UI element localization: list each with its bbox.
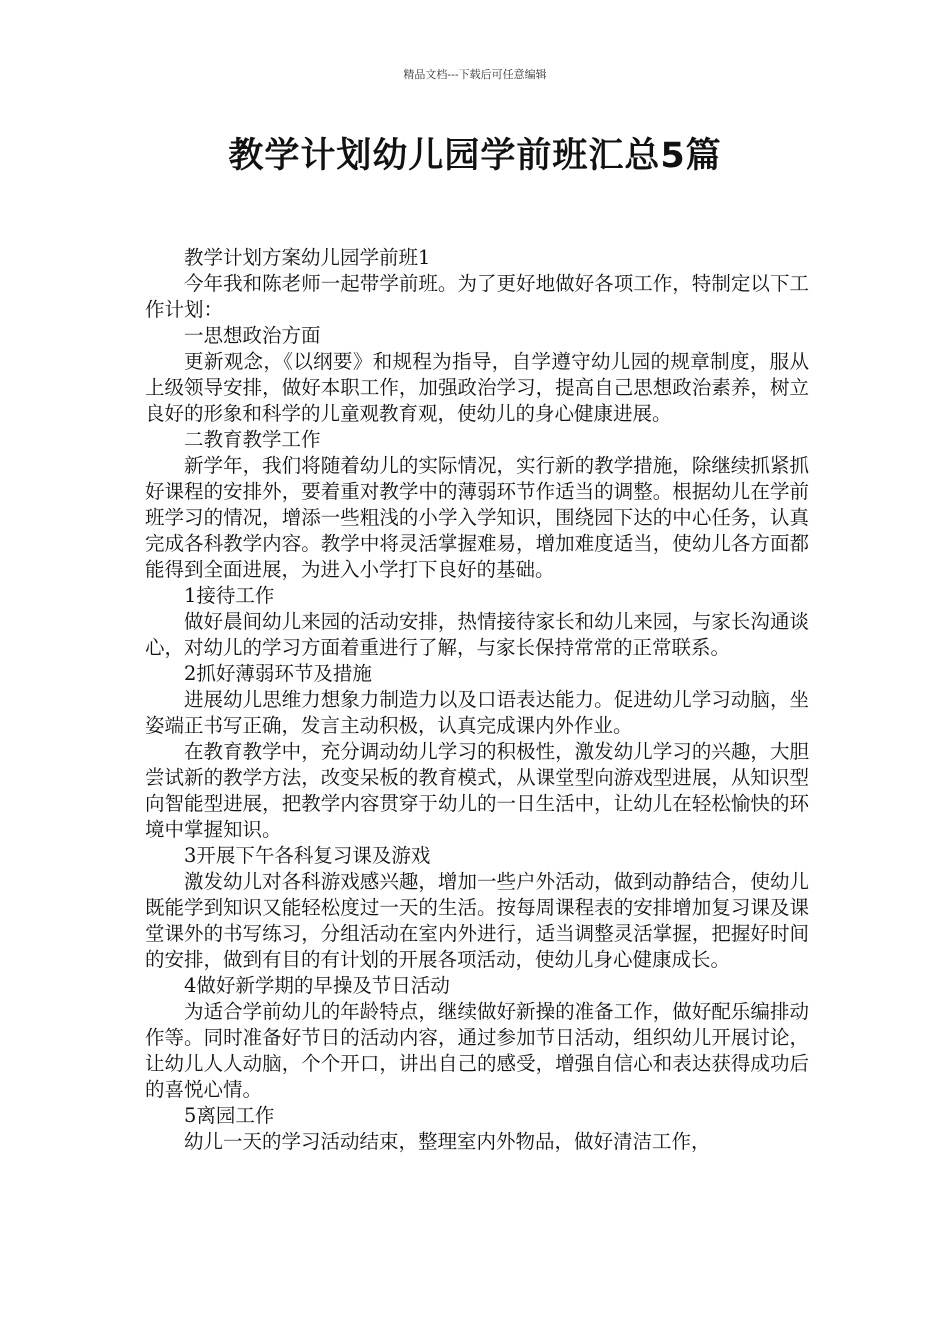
body-paragraph: 激发幼儿对各科游戏感兴趣，增加一些户外活动，做到动静结合，使幼儿既能学到知识又能轻松度过一天的生活。按每周课程表的安排增加复习课及课堂课外的书写练习，分组活动在室内外进行，适当调整灵活掌握，把握好时间的安排，做到有目的有计划的开展各项活动，使幼儿身心健康成长。 — [145, 870, 809, 971]
body-paragraph: 幼儿一天的学习活动结束，整理室内外物品，做好清洁工作， — [184, 1130, 711, 1153]
section-heading: 二教育教学工作 — [184, 428, 321, 451]
section-heading: 5离园工作 — [184, 1104, 275, 1127]
section-heading: 3开展下午各科复习课及游戏 — [184, 844, 431, 867]
body-paragraph: 在教育教学中，充分调动幼儿学习的积极性，激发幼儿学习的兴趣，大胆尝试新的教学方法，改变呆板的教育模式，从课堂型向游戏型进展，从知识型向智能型进展，把教学内容贯穿于幼儿的一日生活中，让幼儿在轻松愉快的环境中掌握知识。 — [145, 740, 809, 841]
body-paragraph: 更新观念，《以纲要》和规程为指导，自学遵守幼儿园的规章制度，服从上级领导安排，做好本职工作，加强政治学习，提高自己思想政治素养，树立良好的形象和科学的儿童观教育观，使幼儿的身心健康进展。 — [145, 350, 809, 425]
section-heading: 2抓好薄弱环节及措施 — [184, 662, 372, 685]
header-note: 精品文档---下载后可任意编辑 — [403, 68, 547, 81]
body-paragraph: 今年我和陈老师一起带学前班。为了更好地做好各项工作，特制定以下工作计划： — [145, 272, 809, 321]
section-heading: 1接待工作 — [184, 584, 275, 607]
body-paragraph: 为适合学前幼儿的年龄特点，继续做好新操的准备工作，做好配乐编排动作等。同时准备好节日的活动内容，通过参加节日活动，组织幼儿开展讨论，让幼儿人人动脑，个个开口，讲出自己的感受，增强自信心和表达获得成功后的喜悦心情。 — [145, 1000, 809, 1101]
body-paragraph: 做好晨间幼儿来园的活动安排，热情接待家长和幼儿来园，与家长沟通谈心，对幼儿的学习方面着重进行了解，与家长保持常常的正常联系。 — [145, 610, 809, 659]
body-paragraph: 进展幼儿思维力想象力制造力以及口语表达能力。促进幼儿学习动脑，坐姿端正书写正确，发言主动积极，认真完成课内外作业。 — [145, 688, 809, 737]
section-heading: 一思想政治方面 — [184, 324, 321, 347]
body-paragraph: 新学年，我们将随着幼儿的实际情况，实行新的教学措施，除继续抓紧抓好课程的安排外，要着重对教学中的薄弱环节作适当的调整。根据幼儿在学前班学习的情况，增添一些粗浅的小学入学知识，围绕园下达的中心任务，认真完成各科教学内容。教学中将灵活掌握难易，增加难度适当，使幼儿各方面都能得到全面进展，为进入小学打下良好的基础。 — [145, 454, 809, 581]
section-heading: 教学计划方案幼儿园学前班1 — [184, 246, 431, 269]
document-title: 教学计划幼儿园学前班汇总5篇 — [228, 136, 722, 176]
document-body — [145, 245, 809, 1155]
section-heading: 4做好新学期的早操及节日活动 — [184, 974, 450, 997]
